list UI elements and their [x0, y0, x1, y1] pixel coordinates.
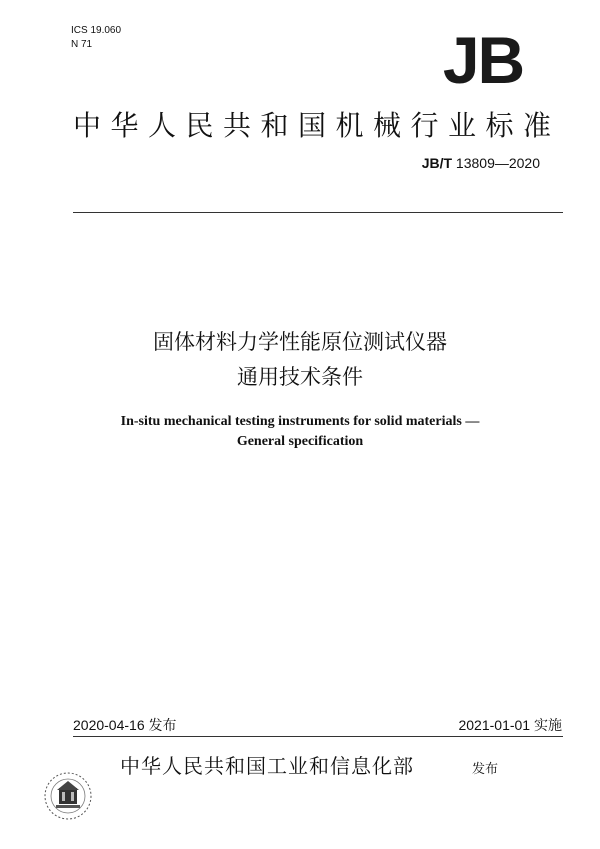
ics-code: ICS 19.060 — [71, 25, 122, 36]
implementation-date: 2021-01-01 实施 — [458, 717, 562, 733]
standard-prefix: JB/T — [421, 155, 453, 171]
chinese-title-line2: 通用技术条件 — [237, 365, 363, 389]
issue-date: 2020-04-16 发布 — [73, 717, 177, 733]
ministry-emblem-icon — [42, 770, 94, 822]
issuer-suffix: 发布 — [472, 762, 499, 777]
jb-logo: JB — [442, 23, 524, 97]
header-divider — [73, 212, 563, 213]
english-title-line1: In-situ mechanical testing instruments for solid materials — — [120, 414, 480, 429]
classification-codes — [71, 24, 121, 52]
ccs-code: N 71 — [71, 39, 93, 50]
english-title-line2: General specification — [236, 434, 364, 449]
organization-title: 中华人民共和国机械行业标准 — [73, 109, 561, 142]
issuing-authority: 中华人民共和国工业和信息化部 — [120, 754, 414, 778]
standard-number — [390, 155, 540, 171]
chinese-title-line1: 固体材料力学性能原位测试仪器 — [153, 330, 447, 354]
standard-code: 13809—2020 — [455, 155, 540, 171]
footer-divider — [73, 736, 563, 737]
